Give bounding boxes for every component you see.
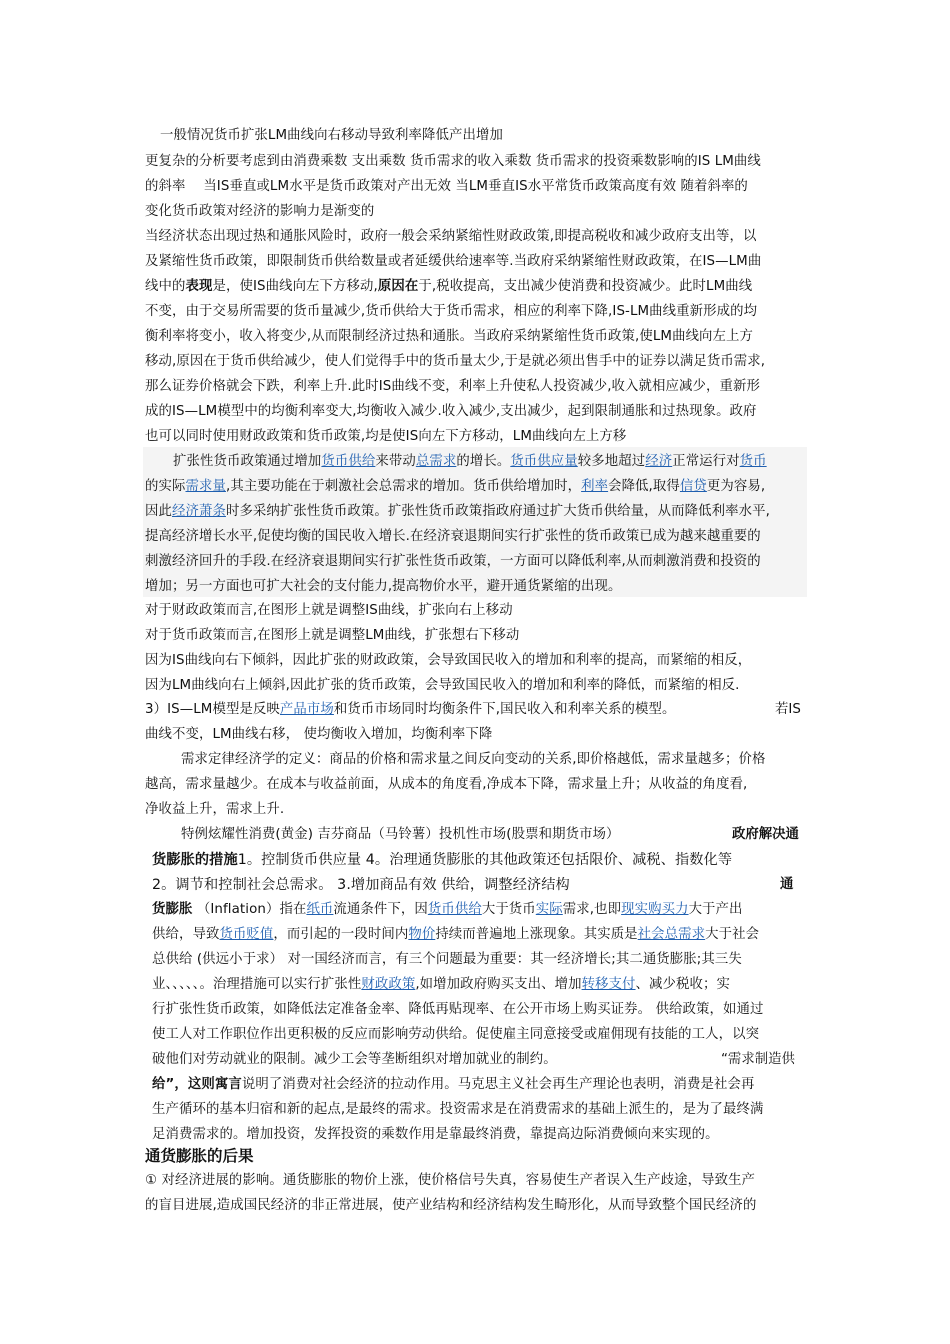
paragraph-14-line-6: 使工人对工作职位作出更积极的反应而影响劳动供给。促使雇主同意接受或雇佣现有技能的工人，以突	[152, 1027, 760, 1042]
paragraph-3-line-7: 那么证券价格就会下跌，利率上升.此时IS曲线不变，利率上升使私人投资减少,收入就相应减少，重新形	[145, 379, 760, 394]
paragraph-14-line-9: 生产循环的基本归宿和新的起点,是最终的需求。投资需求是在消费需求的基础上派生的，是为了最终满	[152, 1102, 764, 1117]
link-transfer-payment[interactable]: 转移支付	[581, 977, 636, 992]
paragraph-10-line-2: 越高，需求量越少。在成本与收益前面，从成本的角度看,净成本下降，需求量上升；从收益的角度看,	[145, 777, 748, 792]
paragraph-14-line-1: 货膨胀 （Inflation）指在纸币流通条件下，因货币供给大于货币实际需求,也即现实购买力大于产出	[152, 902, 743, 917]
paragraph-6: 对于货币政策而言,在图形上就是调整LM曲线，扩张想右下移动	[145, 628, 520, 643]
paragraph-15-line-2: 的盲目进展,造成国民经济的非正常进展，使产业结构和经济结构发生畸形化，从而导致整个国民经济的	[145, 1198, 757, 1213]
link-economy[interactable]: 经济	[645, 454, 673, 469]
paragraph-14-line-4: 业、、、、、。治理措施可以实行扩张性财政政策,如增加政府购买支出、增加转移支付、减少税收；实	[152, 977, 730, 992]
paragraph-14-line-7: 破他们对劳动就业的限制。减少工会等垄断组织对增加就业的制约。	[152, 1052, 557, 1067]
paragraph-10-line-3: 净收益上升，需求上升.	[145, 802, 285, 817]
paragraph-3-line-5: 衡利率将变小，收入将变少,从而限制经济过热和通胀。当政府采纳紧缩性货币政策,使LM曲线向左上方	[145, 329, 754, 344]
paragraph-15-line-1: ① 对经济进展的影响。通货膨胀的物价上涨，使价格信号失真，容易使生产者误入生产歧途，导致生产	[145, 1173, 756, 1188]
paragraph-3-line-1: 当经济状态出现过热和通胀风险时，政府一般会采纳紧缩性财政政策,即提高税收和减少政府支出等，以	[145, 229, 757, 244]
link-paper-money[interactable]: 纸币	[306, 902, 334, 917]
paragraph-4-line-6: 增加；另一方面也可扩大社会的支付能力,提高物价水平，避开通货紧缩的出现。	[145, 579, 622, 594]
paragraph-9-line-2: 曲线不变，LM曲线右移， 使均衡收入增加，均衡利率下降	[145, 727, 493, 742]
link-social-aggregate-demand[interactable]: 社会总需求	[637, 927, 706, 942]
link-devaluation[interactable]: 货币贬值	[219, 927, 274, 942]
paragraph-14-line-5: 行扩张性货币政策，如降低法定准备金率、降低再贴现率、在公开市场上购买证券。 供给政策，如通过	[152, 1002, 764, 1017]
paragraph-4-line-5: 刺激经济回升的手段.在经济衰退期间实行扩张性货币政策，一方面可以降低利率,从而刺激消费和投资的	[145, 554, 761, 569]
paragraph-2-line-3: 变化货币政策对经济的影响力是渐变的	[145, 204, 375, 219]
bold-term: 原因在	[377, 279, 419, 294]
bold-term: 表现	[185, 279, 213, 294]
link-money-supply-amount[interactable]: 货币供应量	[510, 454, 578, 469]
paragraph-11-right: 政府解决通	[732, 827, 799, 842]
paragraph-3-line-2: 及紧缩性货币政策，即限制货币供给数量或者延缓供给速率等.当政府采纳紧缩性财政政策，在IS—LM曲	[145, 254, 762, 269]
paragraph-13-right: 通	[780, 877, 794, 892]
paragraph-14-line-8: 给”，这则寓言说明了消费对社会经济的拉动作用。马克思主义社会再生产理论也表明，消费是社会再	[152, 1077, 755, 1092]
link-actual[interactable]: 实际	[535, 902, 563, 917]
paragraph-3-line-4: 不变，由于交易所需要的货币量减少,货币供给大于货币需求，相应的利率下降,IS-LM曲线重新形成的均	[145, 304, 758, 319]
paragraph-3-line-3: 线中的表现是，使IS曲线向左下方移动,原因在于,税收提高，支出减少使消费和投资减少。此时LM曲线	[145, 279, 753, 294]
paragraph-10-line-1: 需求定律经济学的定义：商品的价格和需求量之间反向变动的关系,即价格越低，需求量越多；价格	[181, 752, 766, 767]
link-demand-quantity[interactable]: 需求量	[185, 479, 226, 494]
paragraph-7: 因为IS曲线向右下倾斜，因此扩张的财政政策，会导致国民收入的增加和利率的提高，而紧缩的相反，	[145, 653, 752, 668]
paragraph-1: 一般情况货币扩张LM曲线向右移动导致利率降低产出增加	[160, 128, 503, 143]
paragraph-8: 因为LM曲线向右上倾斜,因此扩张的货币政策，会导致国民收入的增加和利率的降低，而紧缩的相反.	[145, 678, 740, 693]
link-fiscal-policy[interactable]: 财政政策	[361, 977, 416, 992]
paragraph-4-line-1: 扩张性货币政策通过增加货币供给来带动总需求的增长。货币供应量较多地超过经济正常运行对货币	[173, 454, 767, 469]
link-depression[interactable]: 经济萧条	[171, 504, 226, 519]
link-credit[interactable]: 信贷	[679, 479, 707, 494]
link-currency[interactable]: 货币	[739, 454, 767, 469]
paragraph-11: 特例炫耀性消费(黄金) 吉芬商品（马铃薯）投机性市场(股票和期货市场）	[181, 827, 620, 842]
paragraph-4-line-2: 的实际需求量,其主要功能在于刺激社会总需求的增加。货币供给增加时，利率会降低,取得信贷更为容易,	[145, 479, 766, 494]
paragraph-4-line-3: 因此经济萧条时多采纳扩张性货币政策。扩张性货币政策指政府通过扩大货币供给量，从而降低利率水平,	[145, 504, 770, 519]
paragraph-9-line-1: 3）IS—LM模型是反映产品市场和货币市场同时均衡条件下,国民收入和利率关系的模型。	[145, 702, 676, 717]
paragraph-14-line-2: 供给，导致货币贬值，而引起的一段时间内物价持续而普遍地上涨现象。其实质是社会总需求大于社会	[152, 927, 760, 942]
paragraph-14-line-10: 足消费需求的。增加投资，发挥投资的乘数作用是靠最终消费，靠提高边际消费倾向来实现的。	[152, 1127, 719, 1142]
paragraph-13: 2。调节和控制社会总需求。 3.增加商品有效 供给，调整经济结构	[152, 877, 570, 893]
paragraph-2-line-1: 更复杂的分析要考虑到由消费乘数 支出乘数 货币需求的收入乘数 货币需求的投资乘数影响的IS LM曲线	[145, 154, 761, 169]
paragraph-3-line-8: 成的IS—LM模型中的均衡利率变大,均衡收入减少.收入减少,支出减少，起到限制通胀和过热现象。政府	[145, 404, 757, 419]
paragraph-9-right: 若IS	[775, 702, 801, 717]
paragraph-14-line-3: 总供给 (供远小于求） 对一国经济而言，有三个问题最为重要：其一经济增长;其二通货膨胀;其三失	[152, 952, 742, 967]
paragraph-3-line-9: 也可以同时使用财政政策和货币政策,均是使IS向左下方移动，LM曲线向左上方移	[145, 429, 627, 444]
link-money-supply-2[interactable]: 货币供给	[427, 902, 482, 917]
link-interest-rate[interactable]: 利率	[581, 479, 609, 494]
link-prices[interactable]: 物价	[408, 927, 436, 942]
link-aggregate-demand[interactable]: 总需求	[415, 454, 457, 469]
paragraph-2-line-2: 的斜率 当IS垂直或LM水平是货币政策对产出无效 当LM垂直IS水平常货币政策高度有效 随着斜率的	[145, 179, 748, 194]
section-heading: 通货膨胀的后果	[145, 1147, 254, 1165]
paragraph-5: 对于财政政策而言,在图形上就是调整IS曲线，扩张向右上移动	[145, 603, 513, 618]
paragraph-4-line-4: 提高经济增长水平,促使均衡的国民收入增长.在经济衰退期间实行扩张性的货币政策已成为越来越重要的	[145, 529, 761, 544]
link-money-supply[interactable]: 货币供给	[321, 454, 376, 469]
paragraph-14-line-7-right: “需求制造供	[721, 1052, 795, 1067]
paragraph-3-line-6: 移动,原因在于货币供给减少，使人们觉得手中的货币量太少,于是就必须出售手中的证券以满足货币需求,	[145, 354, 766, 369]
link-purchasing-power[interactable]: 现实购买力	[621, 902, 689, 917]
link-product-market[interactable]: 产品市场	[279, 702, 334, 717]
paragraph-12: 货膨胀的措施1。控制货币供应量 4。治理通货膨胀的其他政策还包括限价、减税、指数化等	[152, 852, 733, 868]
